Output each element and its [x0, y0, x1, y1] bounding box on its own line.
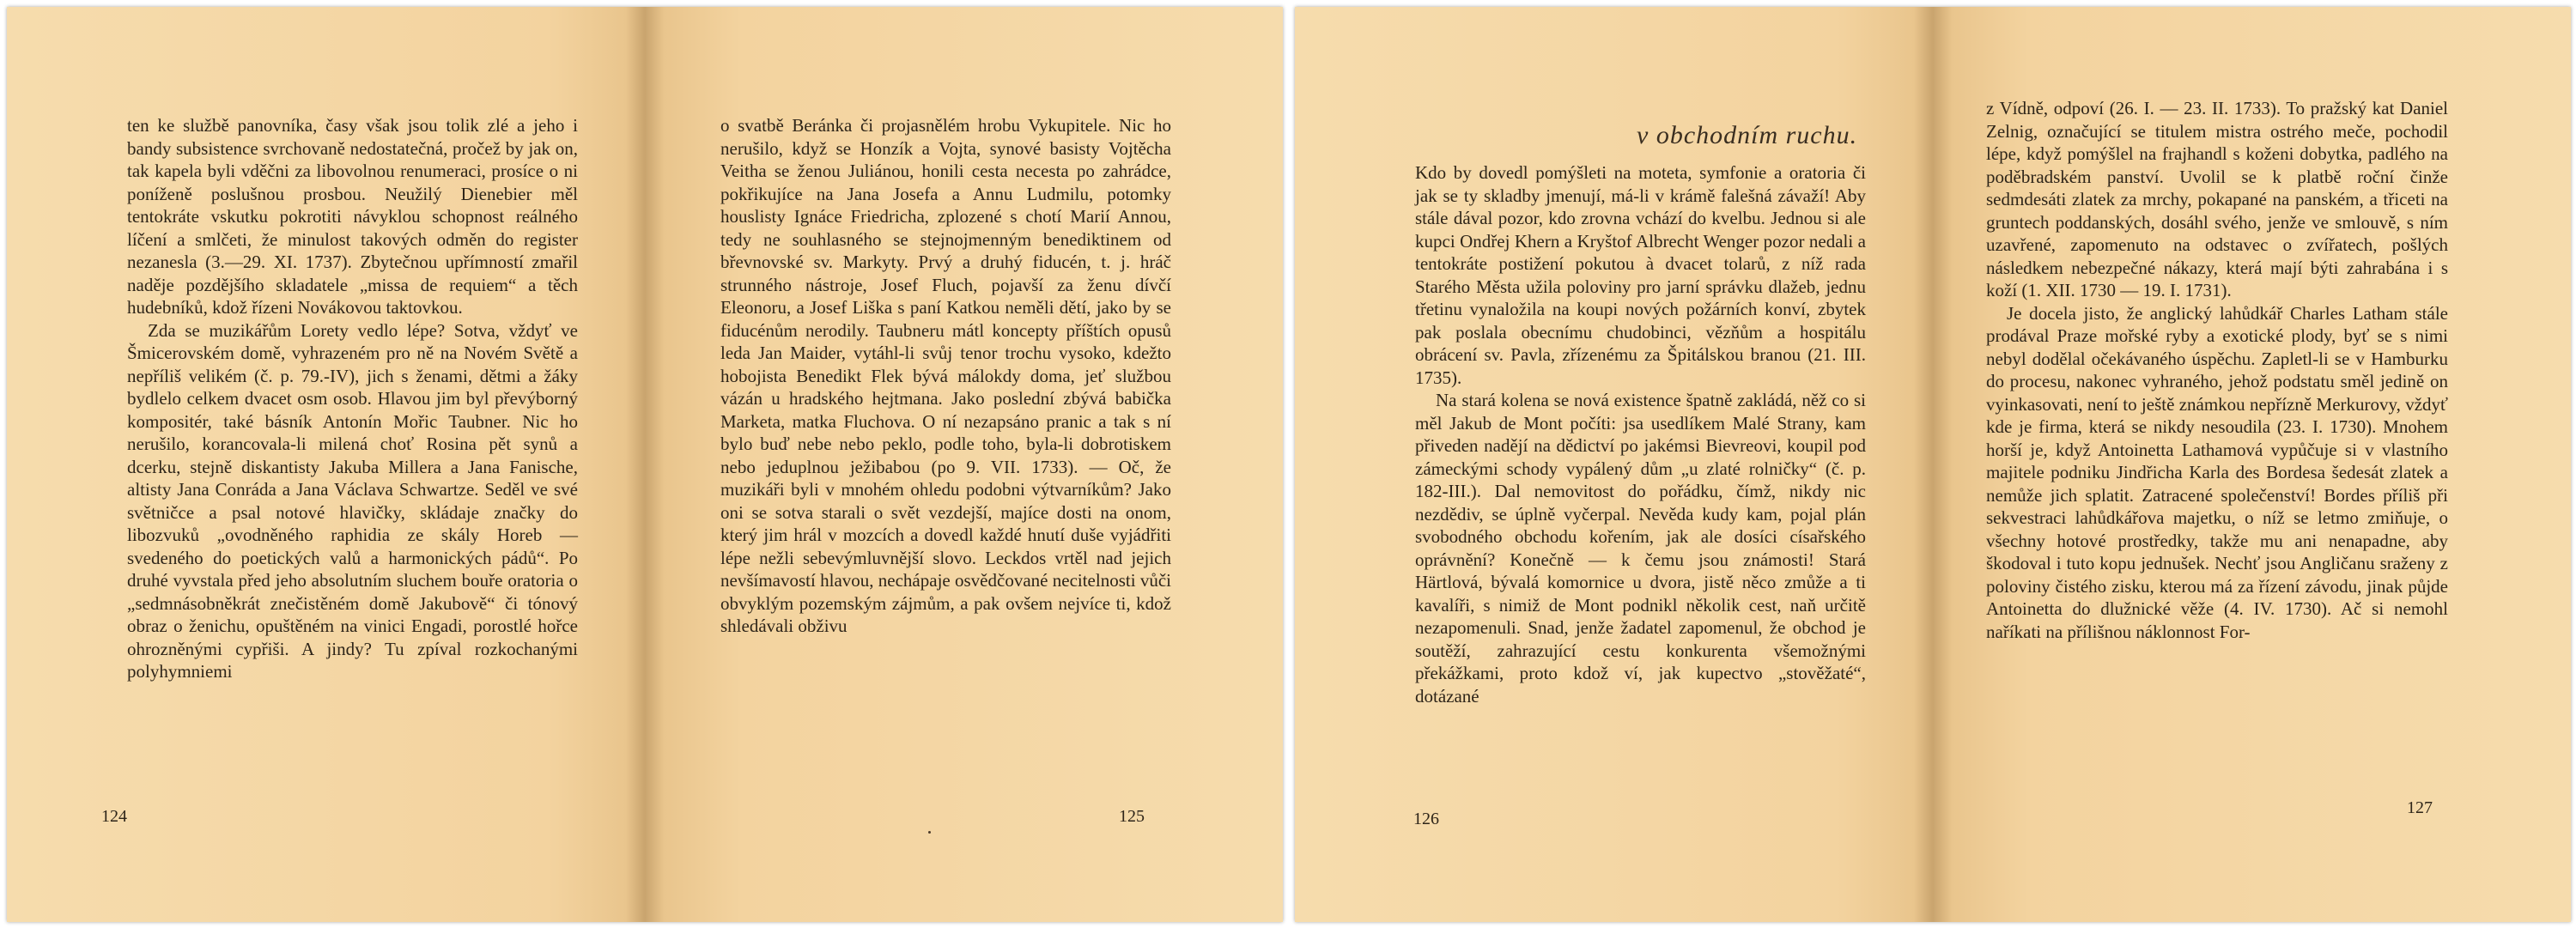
- paragraph: ten ke službě panovníka, časy však jsou tolik zlé a jeho i bandy subsistence svrchovaně nedostatečná, pročež by jak on, tak kapela byli vděčni za libovolnou renumeraci, prosíce o ni poníženě poslušnou prosbou. Neužilý Dienebier měl tentokráte vskutku pokrotiti návyklou schopnost reálného líčení a smlčeti, že minulost takových odměn do register nezanesla (3.—29. XI. 1737). Zbytečnou upřímností zmařil naděje pozdějšího skladatele „missa de requiem“ a těch hudebníků, kdož řízeni Novákovou taktovkou.: [127, 115, 578, 318]
- page-125-text: [720, 114, 1171, 638]
- paragraph: Na stará kolena se nová existence špatně zakládá, něž co si měl Jakub de Mont počíti: jsa usedlíkem Malé Strany, kam přiveden nadějí na dědictví po jakémsi Bievreovi, koupil pod zámeckými schody vypálený dům „u zlaté rolničky“ (č. p. 182-III.). Dal nemovitost do pořádku, čímž, nikdy nic nezdědiv, se úplně vyčerpal. Nevěda kudy kam, pojal plán svobodného obchodu kořením, jak ale dosíci císařského oprávnění? Konečně — k čemu jsou známosti! Stará Härtlová, bývalá komornice u dvora, jistě něco zmůže a ti kavalíři, s nimiž de Mont podnikl několik cest, naň určitě nezapomenuli. Snad, jenže žadatel zapomenul, že obchod je soutěží, zahrazující cestu konkurenta všemožnými překážkami, proto kdož ví, jak kupectvo „stověžaté“, dotázané: [1415, 390, 1866, 707]
- page-number: 127: [2407, 798, 2433, 817]
- book-spread-left: [7, 7, 1283, 922]
- ink-speck: [928, 831, 931, 834]
- paragraph: Kdo by dovedl pomýšleti na moteta, symfonie a oratoria či jak se ty skladby jmenují, má-li v krámě falešná závaží! Aby stále dával pozor, kdo zrovna vchází do kvelbu. Jednou si ale kupci Ondřej Khern a Kryštof Albrecht Wenger pozor nedali a tentokráte postižení pokutou à dvacet tolarů, z níž rada Starého Města užila poloviny pro jarní správku dlažeb, jednu třetinu vynaložila na koupi nových požárních konví, zbytek pak poslala obecnímu chudobinci, vězňům a hospitálu obrácení sv. Pavla, zřízenému za Špitálskou branou (21. III. 1735).: [1415, 162, 1866, 388]
- page-number: 124: [101, 807, 127, 826]
- page-124: [7, 7, 645, 922]
- page-number: 126: [1413, 810, 1439, 828]
- page-number: 125: [1119, 807, 1145, 826]
- page-124-text: [127, 114, 578, 683]
- paragraph: z Vídně, odpoví (26. I. — 23. II. 1733). To pražský kat Daniel Zelnig, označující se titulem mistra ostrého meče, pochodil lépe, když pomýšlel na frajhandl s koženi dobytka, padlého na poděbradském panství. Uvolil se k platbě roční činže sedmdesáti zlatek za mrchy, pokapané na panském, a třiceti na gruntech poddanských, dosáhl svého, jenže ve smlouvě, s ním uzavřené, zapomenuto na odstavec o zvířatech, pošlých následkem nebezpečné nákazy, která mají býti zahrabána i s koží (1. XII. 1730 — 19. I. 1731).: [1986, 98, 2448, 300]
- page-126-text: [1415, 161, 1866, 707]
- page-126: [1295, 7, 1933, 922]
- book-spread-right: [1295, 7, 2571, 922]
- page-127-text: [1986, 97, 2448, 643]
- running-head: v obchodním ruchu.: [1637, 121, 1858, 149]
- paragraph: Zda se muzikářům Lorety vedlo lépe? Sotva, vždyť ve Šmicerovském domě, vyhrazeném pro ně na Novém Světě a nepříliš velikém (č. p. 79.-IV), jich s ženami, dětmi a žáky bydlelo celkem dvacet osm osob. Hlavou jim byl převýborný kompositér, také básník Antonín Mořic Taubner. Nic ho nerušilo, korancovala-li milená choť Rosina pět synů a dcerku, stejně diskantisty Jakuba Millera a Jana Fanische, altisty Jana Conráda a Jana Václava Schwartze. Seděl ve své světničce a psal notové hlavičky, skládaje značky do libozvuků „ovodněného raphidia ze skály Horeb — svedeného do poetických valů a harmonických pádů“. Po druhé vyvstala před jeho absolutním sluchem bouře oratoria o „sedmnásobněkrát znečistěném domě Jakubově“ či tónový obraz o ženichu, opuštěném na vinici Engadi, porostlé hořce ohrozněnými cypřiši. A jindy? Tu zpíval rozkochanými polyhymniemi: [127, 319, 578, 682]
- page-125: [645, 7, 1283, 922]
- paragraph: Je docela jisto, že anglický lahůdkář Charles Latham stále prodával Praze mořské ryby a exotické plody, byť se s nimi nebyl dodělal očekávaného úspěchu. Zapletl-li se v Hamburku do procesu, nakonec vyhraného, jehož podstatu směl jedině on vyinkasovati, není to ještě známkou nepřízně Merkurovy, vždyť kde je firma, která se nikdy nesoudila (23. I. 1730). Mnohem horší je, když Antoinetta Lathamová vypůčuje si v vlastního majitele podniku Jindřicha Karla des Bordesa šedesát zlatek a nemůže jich splatit. Zatracené společenství! Bordes příliš při sekvestraci lahůdkářova majetku, o níž se letmo zmiňuje, o všechny hotové prostředky, takže mu ani nenapadne, aby škodoval i tuto kopu jednušek. Nechť jsou Angličanu sraženy z poloviny čistého zisku, kterou má za řízení závodu, jinak půjde Antoinetta do dlužnické věže (4. IV. 1730). Ač si nemohl naříkati na přílišnou náklonnost For-: [1986, 302, 2448, 642]
- paragraph: o svatbě Beránka či projasnělém hrobu Vykupitele. Nic ho nerušilo, když se Honzík a Vojta, synové basisty Vojtěcha Veitha se ženou Juliánou, honili cesta necesta po zahrádce, pokřikujíce na Jana Josefa a Annu Ludmilu, potomky houslisty Ignáce Friedricha, zplozené s chotí Marií Annou, tedy ne souhlasného se stejnojmenným benediktinem od břevnovské sv. Markyty. Prvý a druhý fiducén, t. j. hráč strunného nástroje, Josef Fluch, pojavší za ženu dívčí Eleonoru, a Josef Liška s paní Katkou neměli dětí, jako by se fiducénům nerodily. Taubneru mátl koncepty příštích opusů leda Jan Maider, vytáhl-li svůj tenor trochu vysoko, kdežto hobojista Benedikt Flek bývá málokdy doma, jeť službou vázán u hradského hejtmana. Jako poslední zbývá babička Marketa, matka Fluchova. O ní nezapsáno pranic a tak s ní bylo buď nebe nebo peklo, podle toho, byla-li dobrotiskem nebo jeduplnou ježibabou (po 9. VII. 1733). — Oč, že muzikáři byli v mnohém ohledu podobni výtvarníkům? Jako oni se sotva starali o svět vezdejší, majíce dosti na onom, který jim hrál v mozcích a dovedl každé hnutí duše vyjádřiti lépe nežli sebevýmluvnější slovo. Leckdos vrtěl nad jejich nevšímavostí hlavou, nechápaje osvědčované necitelnosti vůči obvyklým pozemským zájmům, a pak ovšem nejvíce ti, kdož shledávali obživu: [720, 115, 1171, 636]
- page-127: [1933, 7, 2571, 922]
